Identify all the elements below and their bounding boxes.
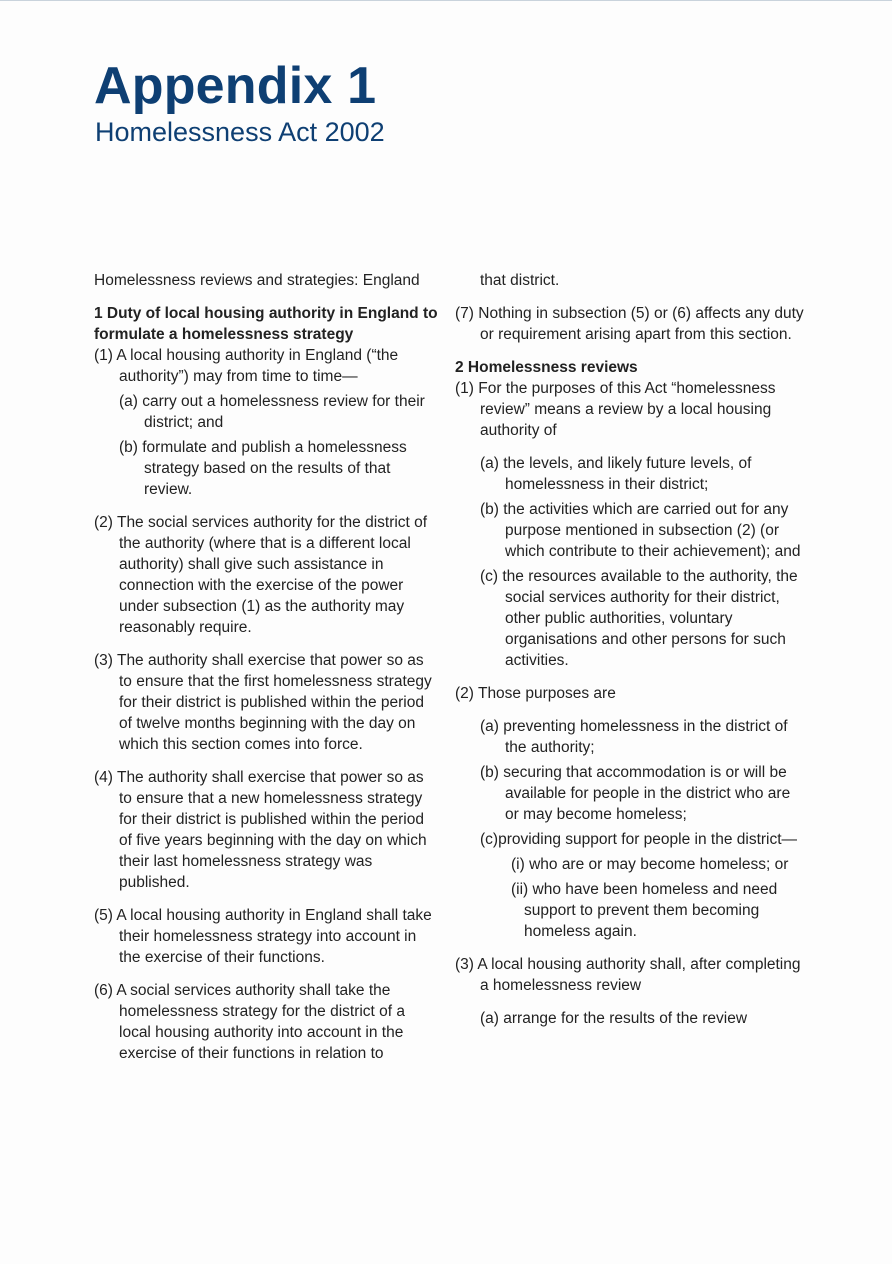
- right-column: [455, 270, 805, 1033]
- page-title: Appendix 1: [94, 57, 377, 115]
- section-1-1-a: (a) carry out a homelessness review for their district; and: [119, 393, 425, 431]
- section-2-1-b: (b) the activities which are carried out for any purpose mentioned in subsection (2) (or which contribute to their achievement); and: [480, 501, 801, 560]
- section-2-2-c-ii: (ii) who have been homeless and need support to prevent them becoming homeless again.: [511, 881, 778, 940]
- section-2-2-c-i: (i) who are or may become homeless; or: [511, 856, 789, 873]
- section-1-subsection-5: (5) A local housing authority in England shall take their homelessness strategy into account in the exercise of their functions.: [94, 907, 432, 966]
- section-1-subsection-1: (1) A local housing authority in England (“the authority”) may from time to time—: [94, 347, 399, 385]
- section-2-subsection-2: (2) Those purposes are: [455, 685, 616, 702]
- page-subtitle: Homelessness Act 2002: [95, 117, 385, 147]
- section-1-subsection-3: (3) The authority shall exercise that power so as to ensure that the first homelessness strategy for their district is published within the period of twelve months beginning with the day on which this section comes into force.: [94, 652, 432, 753]
- left-column: [94, 270, 439, 1076]
- top-rule: [0, 0, 892, 1]
- section-1-subsection-2: (2) The social services authority for the district of the authority (where that is a different local authority) shall give such assistance in connection with the exercise of the power under subsection (1) as the authority may reasonably require.: [94, 514, 428, 636]
- section-2-2-b: (b) securing that accommodation is or will be available for people in the district who are or may become homeless;: [480, 764, 791, 823]
- section-2-2-c: (c)providing support for people in the district—: [480, 831, 798, 848]
- section-1-subsection-6: (6) A social services authority shall take the homelessness strategy for the district of a local housing authority into account in the exercise of their functions in relation to: [94, 982, 406, 1062]
- section-1-subsection-6-continued: that district.: [480, 272, 560, 289]
- section-1-heading: 1 Duty of local housing authority in England to formulate a homelessness strategy: [94, 305, 438, 343]
- section-2-subsection-1: (1) For the purposes of this Act “homelessness review” means a review by a local housing authority of: [455, 380, 776, 439]
- section-1-subsection-7: (7) Nothing in subsection (5) or (6) affects any duty or requirement arising apart from this section.: [455, 305, 804, 343]
- section-1-subsection-4: (4) The authority shall exercise that power so as to ensure that a new homelessness strategy for their district is published within the period of five years beginning with the day on which their last homelessness strategy was published.: [94, 769, 427, 891]
- section-2-2-a: (a) preventing homelessness in the district of the authority;: [480, 718, 788, 756]
- section-2-1-a: (a) the levels, and likely future levels, of homelessness in their district;: [480, 455, 752, 493]
- section-2-3-a: (a) arrange for the results of the review: [480, 1010, 748, 1027]
- section-2-heading: 2 Homelessness reviews: [455, 359, 638, 376]
- section-1-1-b: (b) formulate and publish a homelessness strategy based on the results of that review.: [119, 439, 407, 498]
- intro-text: Homelessness reviews and strategies: England: [94, 272, 420, 289]
- section-2-1-c: (c) the resources available to the authority, the social services authority for their district, other public authorities, voluntary organisations and other persons for such activities.: [480, 568, 798, 669]
- section-2-subsection-3: (3) A local housing authority shall, after completing a homelessness review: [455, 956, 801, 994]
